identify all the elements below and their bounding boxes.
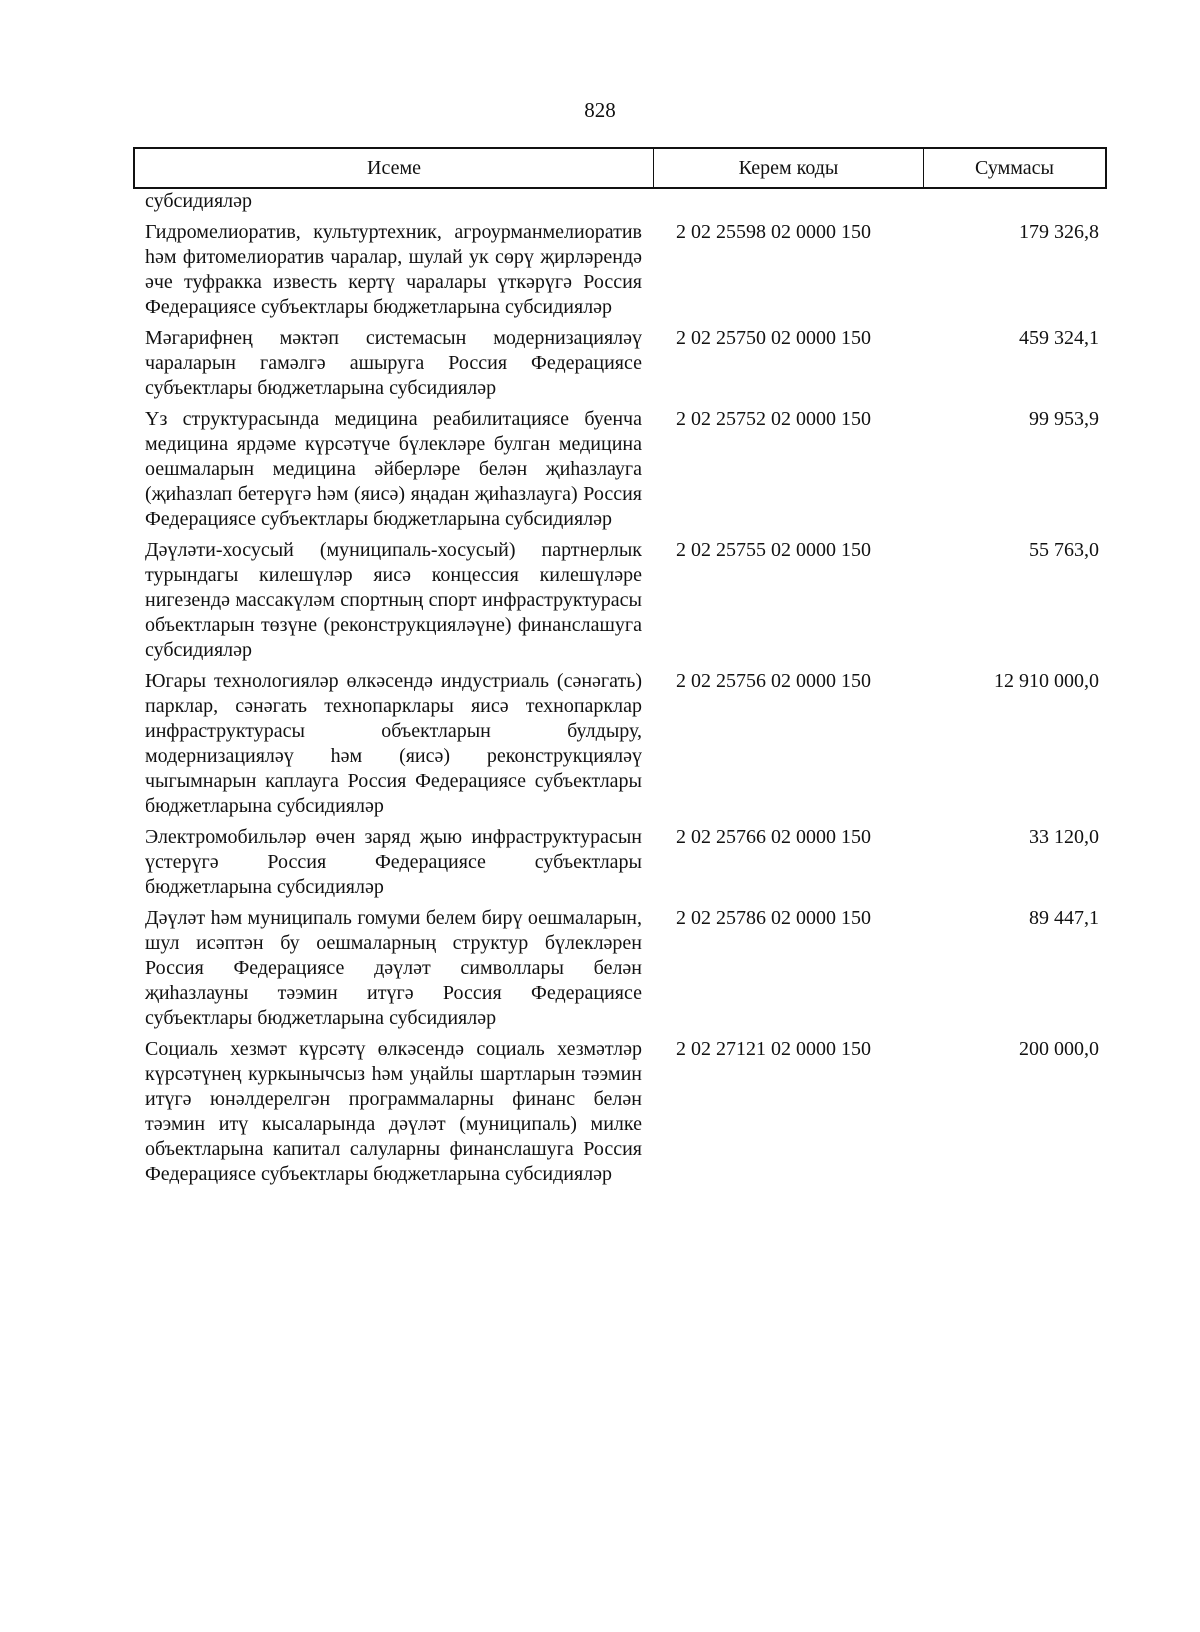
column-header-sum: Суммасы (975, 156, 1054, 179)
row-sum: 12 910 000,0 (994, 670, 1099, 692)
row-name: Гидромелиоратив, культуртехник, агроурманмелиоратив һәм фитомелиоратив чаралар, шулай ук сөрү җирләрендә әче туфракка известь кертү чаралары үткәрүгә Россия Федерациясе субъектлары бюджетларына субсидияләр (145, 221, 642, 318)
row-sum: 200 000,0 (1019, 1038, 1099, 1060)
table-row (133, 407, 1107, 532)
row-code: 2 02 25786 02 0000 150 (676, 907, 871, 929)
table-body (133, 189, 1107, 1187)
table-row (133, 825, 1107, 900)
row-name: Мәгарифнең мәктәп системасын модернизацияләү чараларын гамәлгә ашыруга Россия Федерациясе субъектлары бюджетларына субсидияләр (145, 327, 642, 399)
table-header (133, 147, 1107, 189)
row-sum: 89 447,1 (1029, 907, 1099, 929)
table-row (133, 326, 1107, 401)
row-name: Дәүләти-хосусый (муниципаль-хосусый) партнерлык турындагы килешүләр яисә концессия килешүләре нигезендә массакүләм спортның спорт инфраструктурасы объектларын төзүне (реконструкцияләүне) финанслашуга субсидияләр (145, 539, 642, 661)
row-code: 2 02 25750 02 0000 150 (676, 327, 871, 349)
row-sum: 179 326,8 (1019, 221, 1099, 243)
row-code: 2 02 25756 02 0000 150 (676, 670, 871, 692)
row-code: 2 02 25752 02 0000 150 (676, 408, 871, 430)
continued-text: субсидияләр (145, 190, 253, 212)
row-name: Социаль хезмәт күрсәтү өлкәсендә социаль хезмәтләр күрсәтүнең куркынычсыз һәм уңайлы шартларын тәэмин итүгә юнәлдерелгән программаларны финанс белән тәэмин итү кысаларында дәүләт (муниципаль) милке объектларына капитал салуларны финанслашуга Россия Федерациясе субъектлары бюджетларына субсидияләр (145, 1038, 642, 1185)
row-code: 2 02 25755 02 0000 150 (676, 539, 871, 561)
column-header-code: Керем коды (654, 149, 924, 187)
row-name: Үз структурасында медицина реабилитациясе буенча медицина ярдәме күрсәтүче бүлекләре булган медицина оешмаларын медицина әйберләре белән җиһазлауга (җиһазлап бетерүгә һәм (яисә) яңадан җиһазлауга) Россия Федерациясе субъектлары бюджетларына субсидияләр (145, 408, 642, 530)
row-code: 2 02 25598 02 0000 150 (676, 221, 871, 243)
row-name: Дәүләт һәм муниципаль гомуми белем бирү оешмаларын, шул исәптән бу оешмаларның структур бүлекләрен Россия Федерациясе дәүләт символлары белән җиһазлауны тәэмин итүгә Россия Федерациясе субъектлары бюджетларына субсидияләр (145, 907, 642, 1029)
row-name: Электромобильләр өчен заряд җыю инфраструктурасын үстерүгә Россия Федерациясе субъектлары бюджетларына субсидияләр (145, 826, 642, 898)
row-sum: 55 763,0 (1029, 539, 1099, 561)
row-code: 2 02 27121 02 0000 150 (676, 1038, 871, 1060)
column-header-name: Исеме (135, 149, 654, 187)
table-row (133, 669, 1107, 819)
table-row (133, 1037, 1107, 1187)
row-sum: 99 953,9 (1029, 408, 1099, 430)
table-row (133, 220, 1107, 320)
row-name: Югары технологияләр өлкәсендә индустриаль (сәнәгать) парклар, сәнәгать технопарклары яисә технопарклар инфраструктурасы объектларын булдыру, модернизацияләү һәм (яисә) реконструкцияләү чыгымнарын каплауга Россия Федерациясе субъектлары бюджетларына субсидияләр (145, 670, 642, 817)
row-sum: 459 324,1 (1019, 327, 1099, 349)
row-sum: 33 120,0 (1029, 826, 1099, 848)
table-row (133, 906, 1107, 1031)
table-row (133, 538, 1107, 663)
row-code: 2 02 25766 02 0000 150 (676, 826, 871, 848)
page-number: 828 (584, 98, 616, 122)
